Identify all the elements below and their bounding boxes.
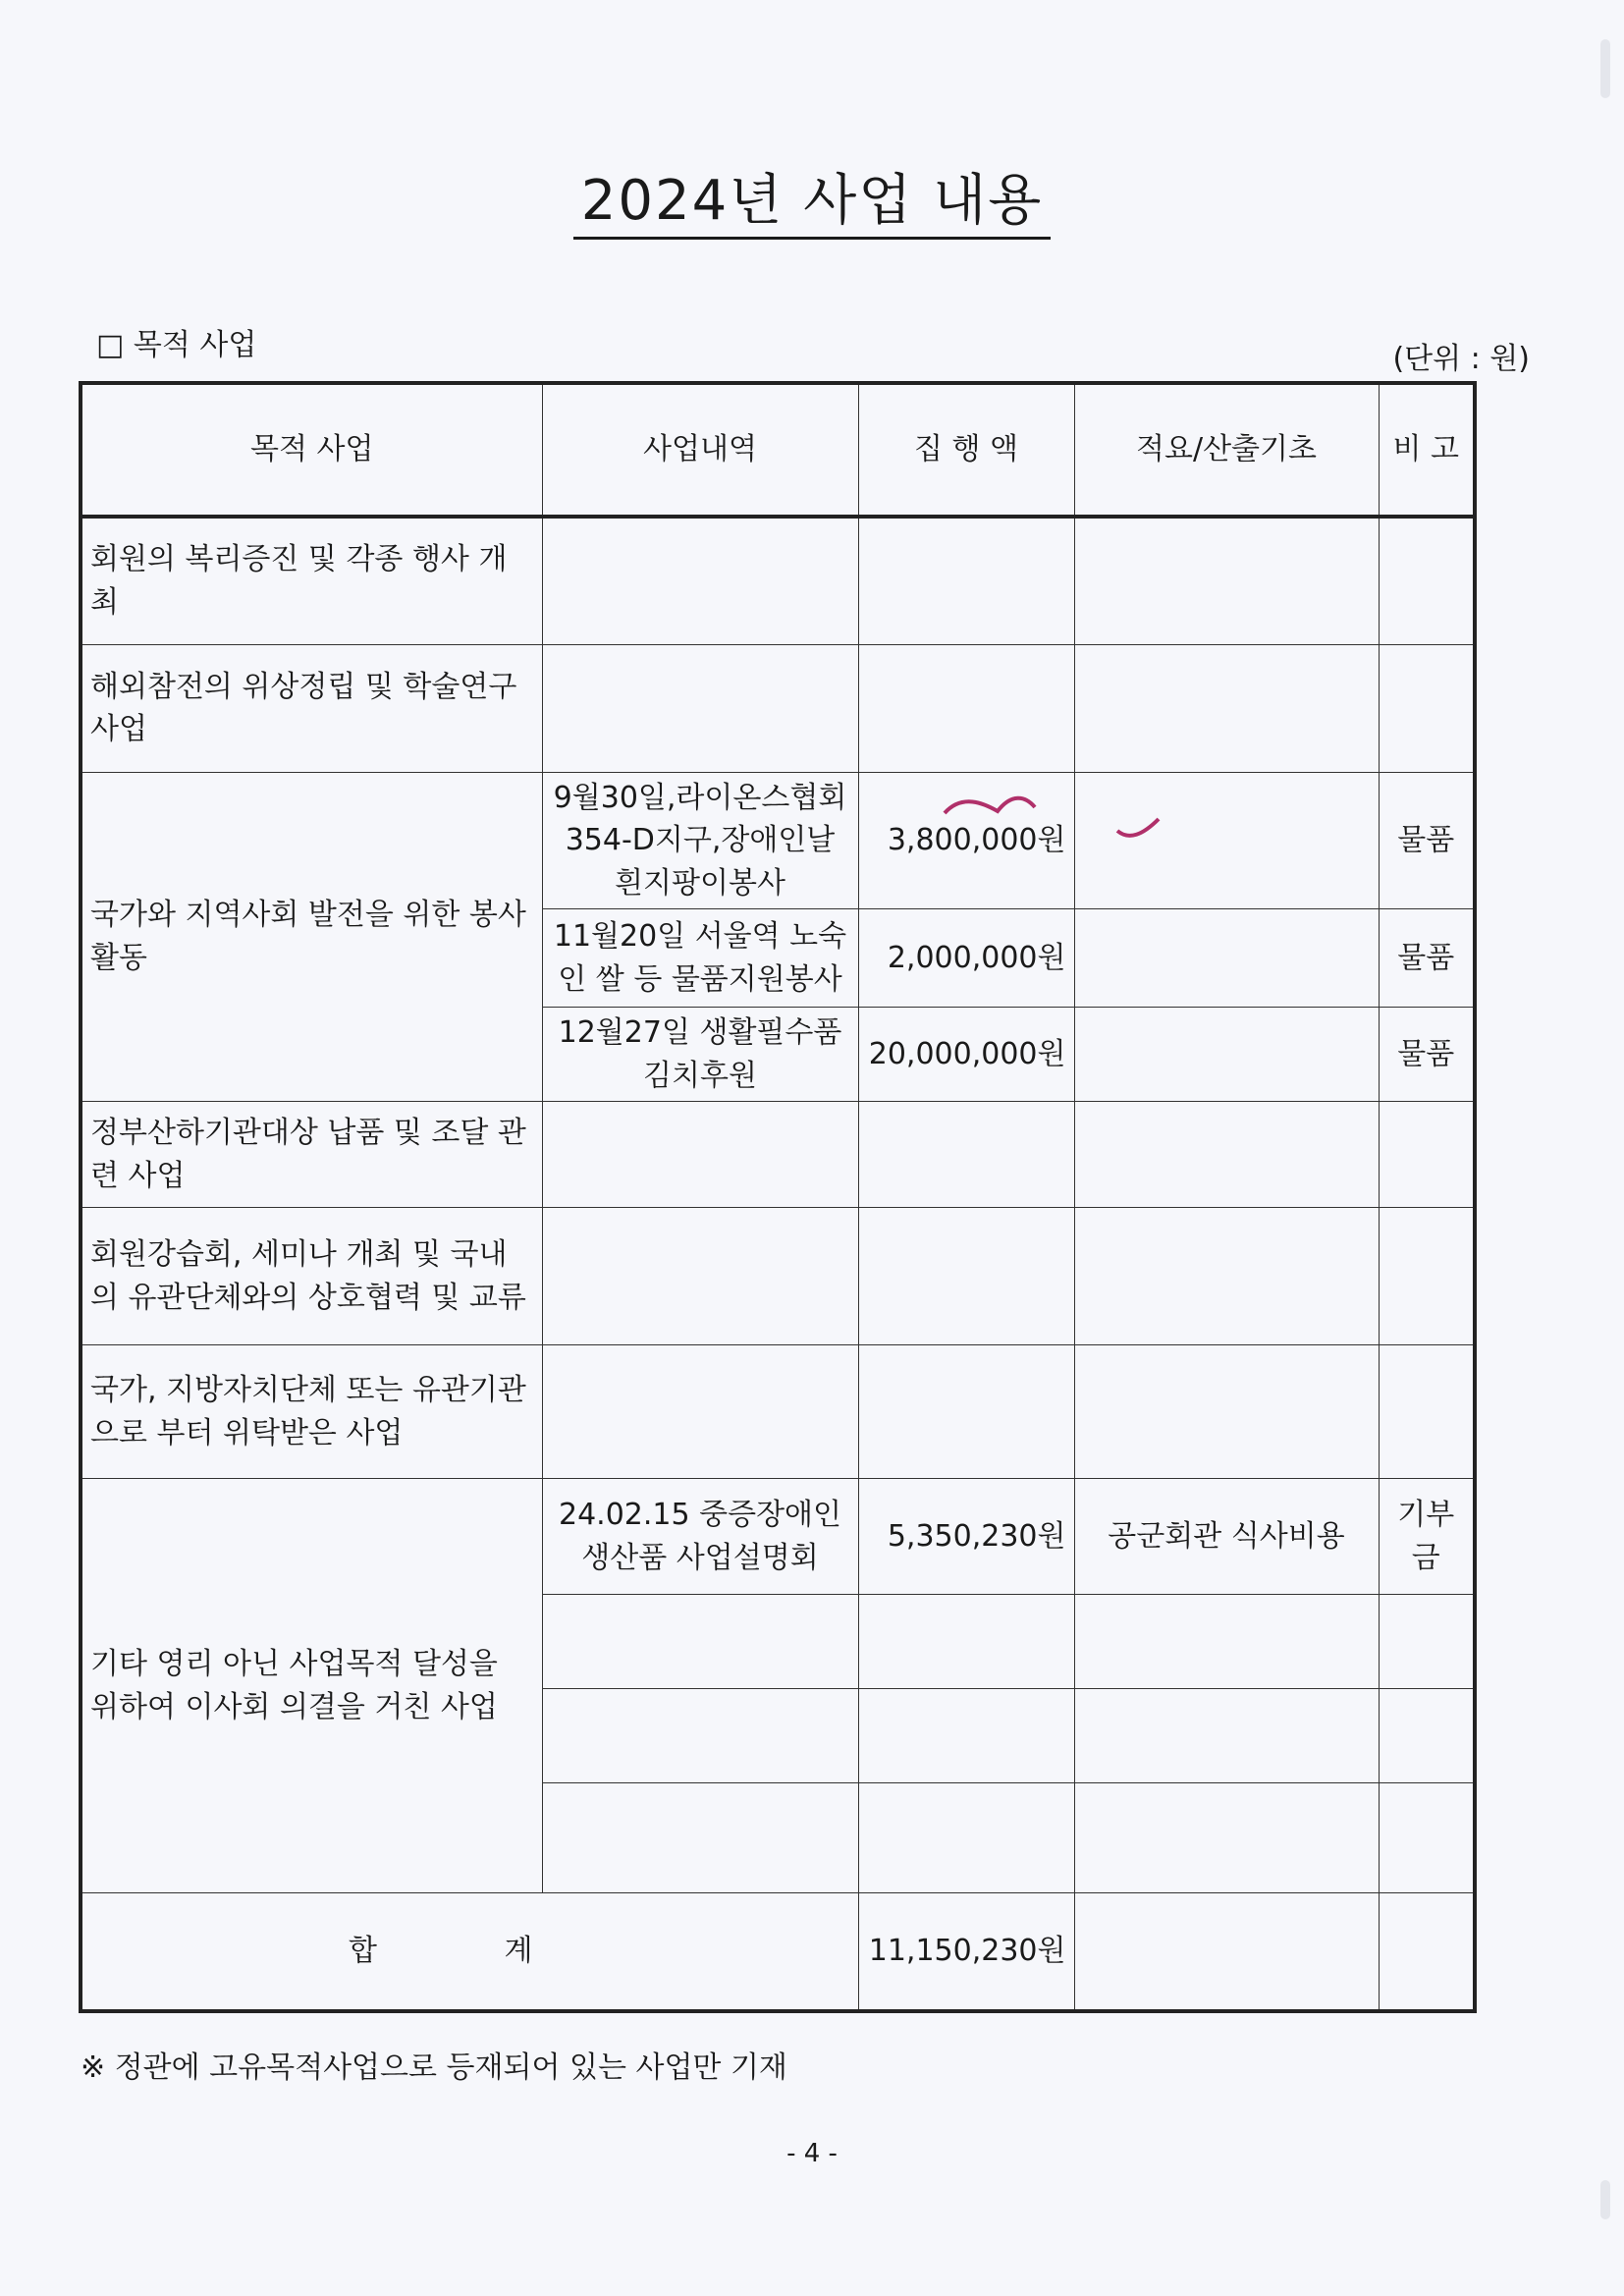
row-name: 국가와 지역사회 발전을 위한 봉사활동 [81, 772, 542, 1102]
empty-cell [1379, 1345, 1475, 1479]
unit-label: (단위 : 원) [1392, 342, 1530, 376]
empty-cell [542, 1689, 858, 1783]
page-title-text: 2024년 사업 내용 [573, 169, 1052, 240]
empty-cell [542, 644, 858, 772]
item-desc: 11월20일 서울역 노숙인 쌀 등 물품지원봉사 [542, 909, 858, 1008]
empty-cell [1379, 517, 1475, 644]
row-name: 회원강습회, 세미나 개최 및 국내의 유관단체와의 상호협력 및 교류 [81, 1208, 542, 1345]
header-basis: 적요/산출기초 [1074, 383, 1379, 517]
empty-cell [858, 517, 1074, 644]
empty-cell [1379, 1208, 1475, 1345]
empty-cell [1074, 1689, 1379, 1783]
total-amount: 11,150,230원 [858, 1893, 1074, 2012]
table-row [81, 772, 1475, 909]
header-purpose: 목적 사업 [81, 383, 542, 517]
table-row [81, 1102, 1475, 1208]
item-basis [1074, 909, 1379, 1008]
table-row [81, 1479, 1475, 1595]
empty-cell [1379, 1102, 1475, 1208]
item-desc: 9월30일,라이온스협회354-D지구,장애인날 흰지팡이봉사 [542, 772, 858, 909]
empty-cell [542, 1345, 858, 1479]
empty-cell [858, 1689, 1074, 1783]
row-name: 정부산하기관대상 납품 및 조달 관련 사업 [81, 1102, 542, 1208]
empty-cell [542, 1102, 858, 1208]
item-note: 물품 [1379, 909, 1475, 1008]
page-title [0, 157, 1624, 236]
item-note: 기부금 [1379, 1479, 1475, 1595]
empty-cell [858, 1102, 1074, 1208]
empty-cell [1379, 1595, 1475, 1689]
row-name: 기타 영리 아닌 사업목적 달성을 위하여 이사회 의결을 거친 사업 [81, 1479, 542, 1893]
header-note: 비 고 [1379, 383, 1475, 517]
empty-cell [1074, 517, 1379, 644]
item-note: 물품 [1379, 1008, 1475, 1102]
empty-cell [1074, 1595, 1379, 1689]
item-amount: 3,800,000원 [858, 772, 1074, 909]
empty-cell [1379, 1689, 1475, 1783]
item-basis: 공군회관 식사비용 [1074, 1479, 1379, 1595]
total-label: 합 계 [81, 1893, 858, 2012]
header-amount: 집 행 액 [858, 383, 1074, 517]
empty-cell [858, 644, 1074, 772]
empty-cell [858, 1595, 1074, 1689]
empty-cell [1074, 1102, 1379, 1208]
empty-cell [1074, 1893, 1379, 2012]
empty-cell [858, 1783, 1074, 1893]
business-table [79, 381, 1477, 2013]
empty-cell [542, 1783, 858, 1893]
row-name: 회원의 복리증진 및 각종 행사 개최 [81, 517, 542, 644]
empty-cell [542, 1208, 858, 1345]
table-row [81, 1208, 1475, 1345]
empty-cell [858, 1345, 1074, 1479]
empty-cell [1379, 1783, 1475, 1893]
header-details: 사업내역 [542, 383, 858, 517]
empty-cell [1074, 1208, 1379, 1345]
page-number: - 4 - [786, 2139, 838, 2168]
empty-cell [1074, 644, 1379, 772]
item-basis [1074, 772, 1379, 909]
item-basis [1074, 1008, 1379, 1102]
table-row [81, 644, 1475, 772]
row-name: 국가, 지방자치단체 또는 유관기관으로 부터 위탁받은 사업 [81, 1345, 542, 1479]
empty-cell [1074, 1345, 1379, 1479]
empty-cell [542, 1595, 858, 1689]
empty-cell [858, 1208, 1074, 1345]
item-amount: 5,350,230원 [858, 1479, 1074, 1595]
row-name: 해외참전의 위상정립 및 학술연구 사업 [81, 644, 542, 772]
item-desc: 24.02.15 중증장애인생산품 사업설명회 [542, 1479, 858, 1595]
table-header-row [81, 383, 1475, 517]
footnote: ※ 정관에 고유목적사업으로 등재되어 있는 사업만 기재 [81, 2050, 787, 2085]
total-row [81, 1893, 1475, 2012]
table-row [81, 517, 1475, 644]
empty-cell [1379, 644, 1475, 772]
item-desc: 12월27일 생활필수품 김치후원 [542, 1008, 858, 1102]
punch-hole [1600, 39, 1610, 98]
punch-hole [1600, 2180, 1610, 2219]
item-amount: 20,000,000원 [858, 1008, 1074, 1102]
empty-cell [542, 517, 858, 644]
section-label: □ 목적 사업 [96, 328, 257, 362]
item-note: 물품 [1379, 772, 1475, 909]
item-amount: 2,000,000원 [858, 909, 1074, 1008]
empty-cell [1074, 1783, 1379, 1893]
table-row [81, 1345, 1475, 1479]
empty-cell [1379, 1893, 1475, 2012]
